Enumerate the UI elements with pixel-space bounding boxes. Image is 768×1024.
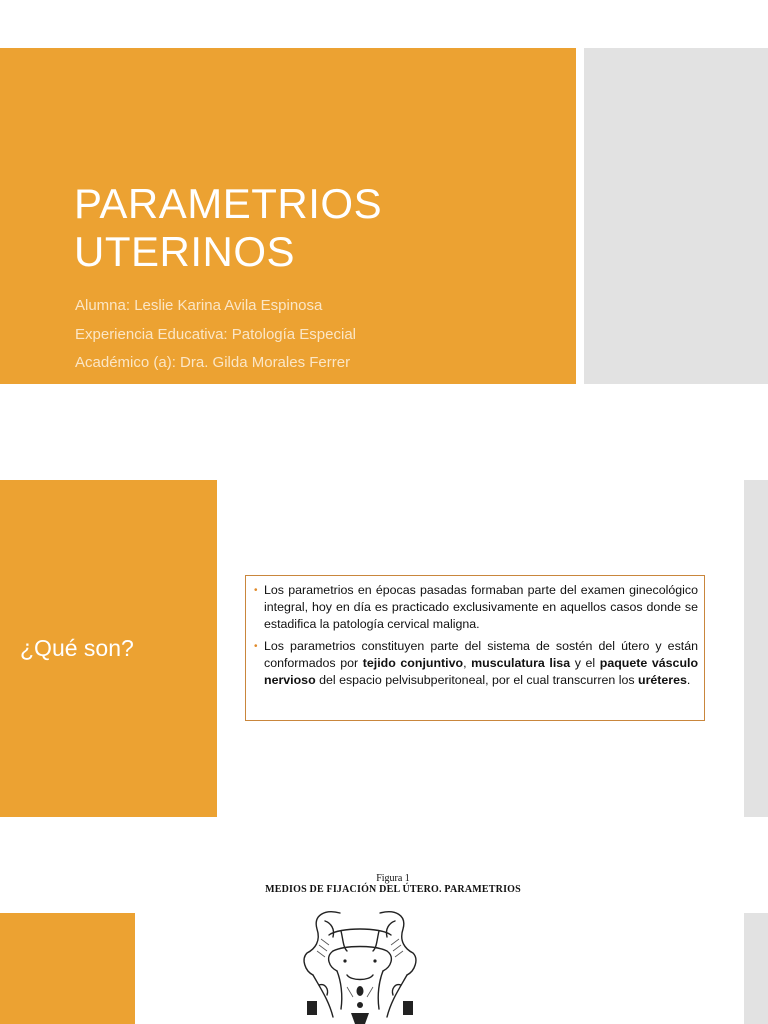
bullet-dot-icon: •: [254, 641, 258, 652]
bullet-text-part: Los parametrios constituyen parte del sistema de sostén del útero y están conformados por: [264, 639, 698, 670]
slide-title-line-2: UTERINOS: [74, 228, 296, 275]
bullet-item: [254, 638, 698, 689]
figure-number: Figura 1: [376, 873, 410, 884]
section-heading: ¿Qué son?: [20, 635, 134, 661]
uterus-anatomy-illustration: [285, 905, 435, 1024]
content-slide-side-panel: [744, 480, 768, 817]
figure-slide-side-panel: [744, 913, 768, 1024]
bullet-text-part: del espacio pelvisubperitoneal, por el cual transcurren los: [315, 673, 638, 687]
academic-name: Académico (a): Dra. Gilda Morales Ferrer: [75, 354, 351, 371]
slide-title-line-1: PARAMETRIOS: [74, 180, 383, 227]
course-name: Experiencia Educativa: Patología Especial: [75, 326, 357, 343]
bullet-text-separator: y el: [570, 656, 600, 670]
figure-slide-panel: [0, 913, 135, 1024]
bullet-text: Los parametrios en épocas pasadas formaban parte del examen ginecológico integral, hoy en día es practicado exclusivamente en aquellos casos donde se estadifica la patología cervical maligna.: [264, 583, 698, 631]
slide-title: [74, 180, 554, 276]
bold-term: tejido conjuntivo: [362, 656, 464, 670]
bullet-text-end: .: [686, 673, 691, 687]
bold-term: uréteres: [638, 673, 687, 687]
bullet-text-separator: ,: [463, 656, 472, 670]
definition-box: [245, 575, 705, 721]
student-name: Alumna: Leslie Karina Avila Espinosa: [75, 297, 323, 314]
bullet-item: [254, 582, 698, 633]
figure-title: MEDIOS DE FIJACIÓN DEL ÚTERO. PARAMETRIOS: [265, 884, 521, 895]
title-slide-side-panel: [584, 48, 768, 384]
bold-term: musculatura lisa: [471, 656, 571, 670]
bullet-dot-icon: •: [254, 585, 258, 596]
bold-term: paquete vásculo nervioso: [264, 656, 699, 687]
